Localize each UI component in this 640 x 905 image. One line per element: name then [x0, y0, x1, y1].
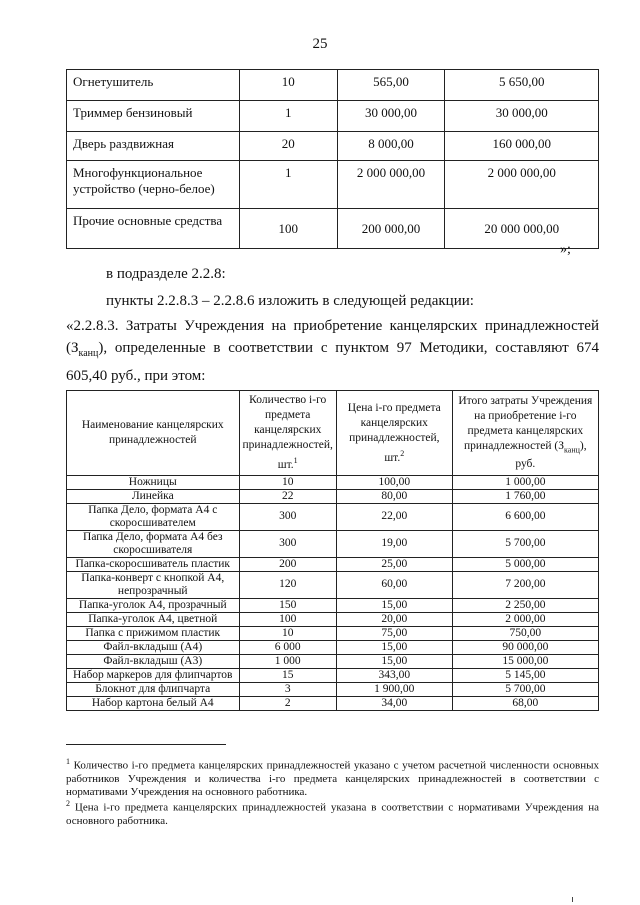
closing-quote: »;: [560, 242, 571, 257]
item-name: Набор картона белый А4: [67, 696, 240, 710]
table-row: [67, 209, 599, 249]
header-qty: [239, 391, 336, 476]
item-price: 343,00: [336, 668, 452, 682]
item-name: Многофункциональное устройство (черно-белое): [67, 161, 240, 209]
table-row: [67, 475, 599, 489]
item-qty: 1 000: [239, 654, 336, 668]
table-header-row: [67, 391, 599, 476]
item-qty: 100: [239, 612, 336, 626]
table-row: [67, 598, 599, 612]
footnote-text-1: Количество i-го предмета канцелярских принадлежностей указано с учетом расчетной численности основных работников Учреждения и количества i-го предмета канцелярских принадлежностей в соответствии с нормативами Учреждения на основного работника.: [66, 759, 599, 798]
item-price: 60,00: [336, 571, 452, 598]
item-qty: 3: [239, 682, 336, 696]
item-price: 22,00: [336, 503, 452, 530]
item-total: 30 000,00: [445, 101, 599, 132]
item-name: Папка с прижимом пластик: [67, 626, 240, 640]
footnote-text-2: Цена i-го предмета канцелярских принадлежностей указана в соответствии с нормативами Учреждения на основного работника.: [66, 801, 599, 827]
item-total: 7 200,00: [452, 571, 598, 598]
item-total: 15 000,00: [452, 654, 598, 668]
header-total-subscript: канц: [564, 445, 580, 455]
table-row: [67, 612, 599, 626]
item-qty: 6 000: [239, 640, 336, 654]
item-total: 2 000,00: [452, 612, 598, 626]
footnote-2: [66, 797, 599, 828]
item-price: 30 000,00: [337, 101, 445, 132]
header-total: [452, 391, 598, 476]
item-price: 25,00: [336, 557, 452, 571]
item-price: 100,00: [336, 475, 452, 489]
item-name: Папка-уголок А4, прозрачный: [67, 598, 240, 612]
table-row: [67, 530, 599, 557]
item-price: 15,00: [336, 654, 452, 668]
subsection-paragraph: в подразделе 2.2.8:: [106, 266, 226, 282]
item-name: Набор маркеров для флипчартов: [67, 668, 240, 682]
header-total-end: ), руб.: [515, 439, 587, 471]
item-qty: 10: [239, 70, 337, 101]
item-name: Папка-скоросшиватель пластик: [67, 557, 240, 571]
item-qty: 22: [239, 489, 336, 503]
item-qty: 10: [239, 475, 336, 489]
item-price: 20,00: [336, 612, 452, 626]
item-name: Огнетушитель: [67, 70, 240, 101]
costs-text-start: «2.2.8.3. Затраты Учреждения на приобретение канцелярских принадлежностей (З: [66, 318, 599, 356]
item-price: 15,00: [336, 598, 452, 612]
table-row: [67, 640, 599, 654]
footnote-mark-2: 2: [66, 799, 70, 808]
item-total: 160 000,00: [445, 132, 599, 161]
item-qty: 150: [239, 598, 336, 612]
costs-paragraph: [66, 315, 599, 387]
table-row: [67, 132, 599, 161]
item-qty: 200: [239, 557, 336, 571]
item-name: Триммер бензиновый: [67, 101, 240, 132]
item-price: 80,00: [336, 489, 452, 503]
item-total: 2 250,00: [452, 598, 598, 612]
item-total: 750,00: [452, 626, 598, 640]
costs-text-end: ), определенные в соответствии с пунктом 97 Методики, составляют 674 605,40 руб., при этом:: [66, 340, 599, 384]
table-row: [67, 489, 599, 503]
item-name: Папка-конверт с кнопкой А4, непрозрачный: [67, 571, 240, 598]
item-name: Прочие основные средства: [67, 209, 240, 249]
item-total: 1 000,00: [452, 475, 598, 489]
item-qty: 120: [239, 571, 336, 598]
footnote-ref-1: 1: [293, 456, 298, 465]
header-price-text: Цена i-го предмета канцелярских принадлежностей, шт.: [347, 401, 441, 464]
item-total: 2 000 000,00: [445, 161, 599, 209]
header-qty-text: Количество i-го предмета канцелярских принадлежностей, шт.: [242, 394, 333, 471]
table-row: [67, 654, 599, 668]
item-qty: 20: [239, 132, 337, 161]
table-row: [67, 101, 599, 132]
table-row: [67, 70, 599, 101]
footnote-divider: [66, 744, 226, 745]
item-total: 5 700,00: [452, 682, 598, 696]
item-name: Папка-уголок А4, цветной: [67, 612, 240, 626]
table-row: [67, 571, 599, 598]
page-number: 25: [312, 36, 328, 52]
table-row: [67, 696, 599, 710]
fixed-assets-table: [66, 69, 599, 249]
item-total: 1 760,00: [452, 489, 598, 503]
item-name: Блокнот для флипчарта: [67, 682, 240, 696]
item-name: Ножницы: [67, 475, 240, 489]
item-price: 200 000,00: [337, 209, 445, 249]
item-total: 5 650,00: [445, 70, 599, 101]
item-name: Файл-вкладыш (А4): [67, 640, 240, 654]
table-row: [67, 503, 599, 530]
item-price: 75,00: [336, 626, 452, 640]
item-price: 2 000 000,00: [337, 161, 445, 209]
footnote-mark-1: 1: [66, 757, 70, 766]
item-total: 5 000,00: [452, 557, 598, 571]
item-name: Папка Дело, формата А4 с скоросшивателем: [67, 503, 240, 530]
footnote-1: [66, 755, 599, 799]
table-row: [67, 682, 599, 696]
item-name: Файл-вкладыш (А3): [67, 654, 240, 668]
item-price: 19,00: [336, 530, 452, 557]
item-total: 5 145,00: [452, 668, 598, 682]
item-total: 6 600,00: [452, 503, 598, 530]
points-paragraph: пункты 2.2.8.3 – 2.2.8.6 изложить в следующей редакции:: [106, 293, 474, 309]
item-qty: 300: [239, 503, 336, 530]
item-total: 90 000,00: [452, 640, 598, 654]
header-price: [336, 391, 452, 476]
item-total: 20 000 000,00: [445, 209, 599, 249]
header-total-text: Итого затраты Учреждения на приобретение i-го предмета канцелярских принадлежностей (З: [458, 394, 593, 452]
item-name: Дверь раздвижная: [67, 132, 240, 161]
item-qty: 2: [239, 696, 336, 710]
item-qty: 10: [239, 626, 336, 640]
item-price: 8 000,00: [337, 132, 445, 161]
scan-mark: [572, 897, 573, 902]
table-row: [67, 161, 599, 209]
item-name: Папка Дело, формата А4 без скоросшивателя: [67, 530, 240, 557]
item-qty: 1: [239, 101, 337, 132]
footnote-ref-2: 2: [400, 448, 405, 458]
item-price: 34,00: [336, 696, 452, 710]
item-total: 68,00: [452, 696, 598, 710]
table-row: [67, 626, 599, 640]
item-qty: 100: [239, 209, 337, 249]
costs-subscript: канц: [78, 348, 99, 359]
item-price: 15,00: [336, 640, 452, 654]
item-qty: 300: [239, 530, 336, 557]
header-name: Наименование канцелярских принадлежностей: [67, 391, 240, 476]
item-qty: 1: [239, 161, 337, 209]
item-name: Линейка: [67, 489, 240, 503]
item-total: 5 700,00: [452, 530, 598, 557]
item-qty: 15: [239, 668, 336, 682]
item-price: 1 900,00: [336, 682, 452, 696]
item-price: 565,00: [337, 70, 445, 101]
table-row: [67, 557, 599, 571]
stationery-table: [66, 390, 599, 711]
table-row: [67, 668, 599, 682]
